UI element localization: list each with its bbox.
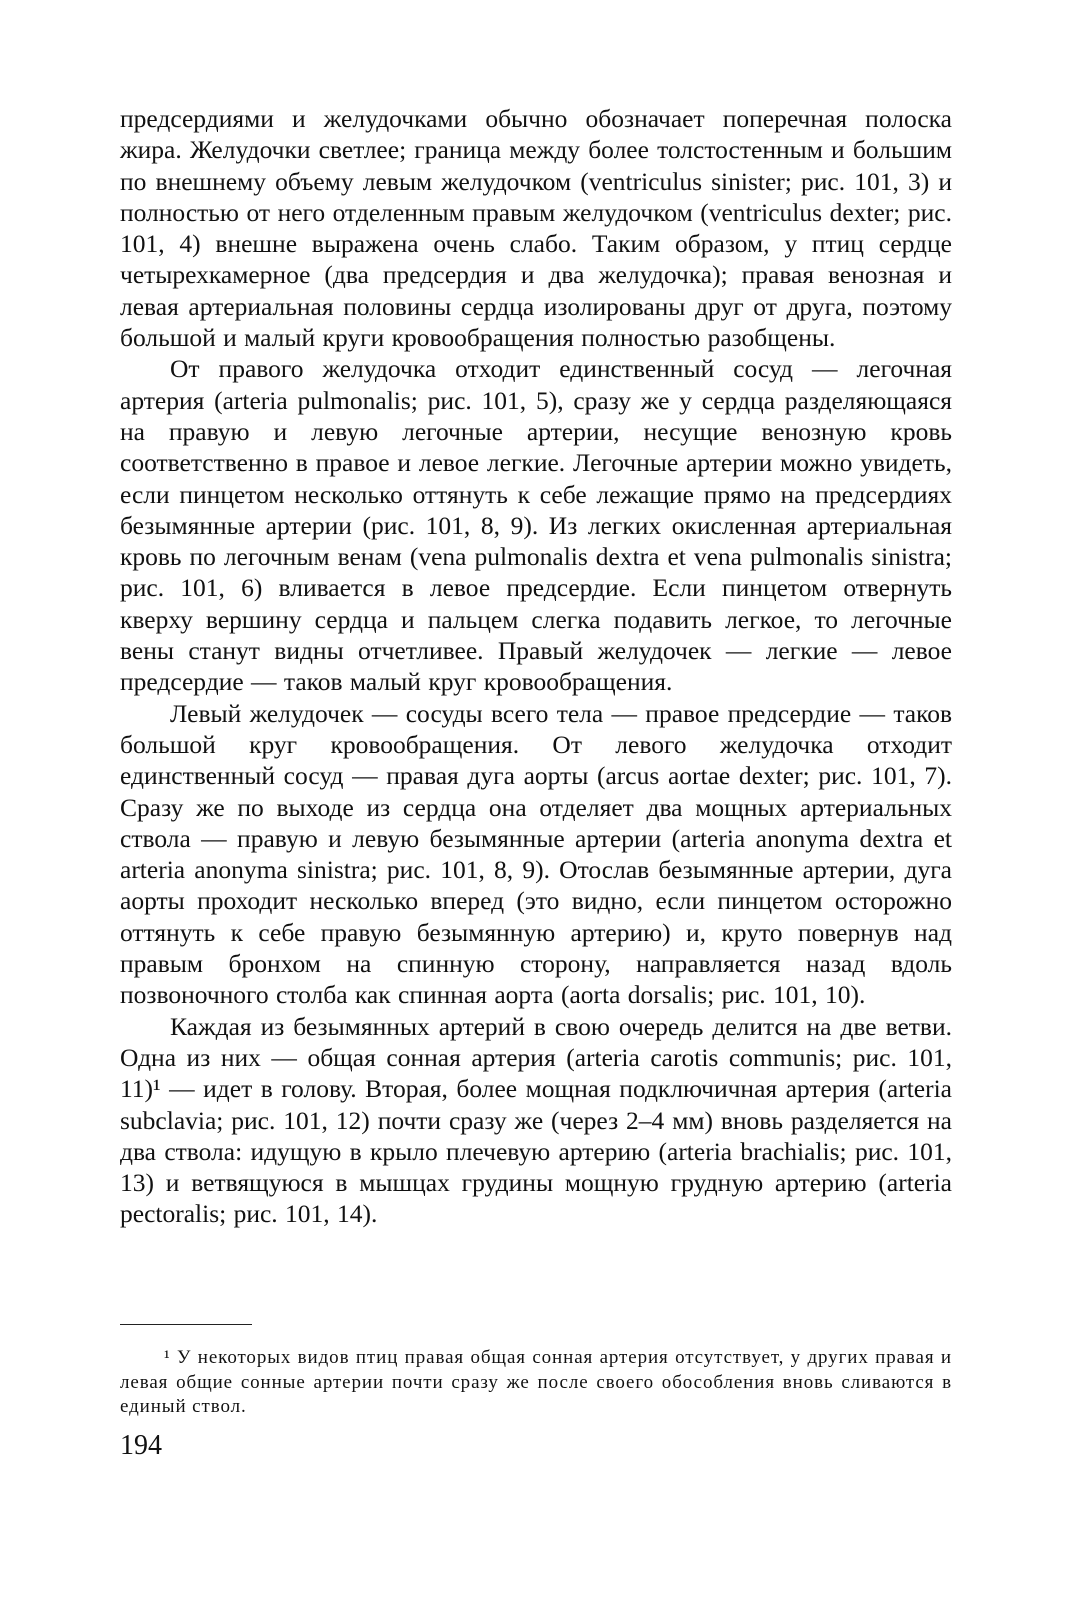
paragraph-4: Каждая из безымянных артерий в свою очередь делится на две ветви. Одна из них — общая сонная артерия (arteria carotis communis; рис. 101, 11)¹ — идет в голову. Вторая, более мощная подключичная артерия (arteria subclavia; рис. 101, 12) почти сразу же (через 2–4 мм) вновь разделяется на два ствола: идущую в крыло плечевую артерию (arteria brachialis; рис. 101, 13) и ветвящуюся в мышцах грудины мощную грудную артерию (arteria pectoralis; рис. 101, 14). xyxy=(120,1011,952,1229)
page-body xyxy=(120,103,952,1230)
footnote: ¹ У некоторых видов птиц правая общая сонная артерия отсутствует, у других правая и левая общие сонные артерии почти сразу же после своего обособления вновь сливаются в единый ствол. xyxy=(120,1347,952,1417)
paragraph-2: От правого желудочка отходит единственный сосуд — легочная артерия (arteria pulmonalis; рис. 101, 5), сразу же у сердца разделяющаяся на правую и левую легочные артерии, несущие венозную кровь соответственно в правое и левое легкие. Легочные артерии можно увидеть, если пинцетом несколько оттянуть к себе лежащие прямо на предсердиях безымянные артерии (рис. 101, 8, 9). Из легких окисленная артериальная кровь по легочным венам (vena pulmonalis dextra et vena pulmonalis sinistra; рис. 101, 6) вливается в левое предсердие. Если пинцетом отвернуть кверху вершину сердца и пальцем слегка подавить легкое, то легочные вены станут видны отчетливее. Правый желудочек — легкие — левое предсердие — таков малый круг кровообращения. xyxy=(120,354,952,697)
footnote-divider xyxy=(120,1324,252,1325)
paragraph-1: предсердиями и желудочками обычно обозначает поперечная полоска жира. Желудочки светлее; граница между более толстостенным и большим по внешнему объему левым желудочком (ventriculus sinister; рис. 101, 3) и полностью от него отделенным правым желудочком (ventriculus dexter; рис. 101, 4) внешне выражена очень слабо. Таким образом, у птиц сердце четырехкамерное (два предсердия и два желудочка); правая венозная и левая артериальная половины сердца изолированы друг от друга, поэтому большой и малый круги кровообращения полностью разобщены. xyxy=(120,104,952,353)
page-number: 194 xyxy=(120,1430,162,1461)
paragraph-3: Левый желудочек — сосуды всего тела — правое предсердие — таков большой круг кровообращения. От левого желудочка отходит единственный сосуд — правая дуга аорты (arcus aortae dexter; рис. 101, 7). Сразу же по выходе из сердца она отделяет два мощных артериальных ствола — правую и левую безымянные артерии (arteria anonyma dextra et arteria anonyma sinistra; рис. 101, 8, 9). Отослав безымянные артерии, дуга аорты проходит несколько вперед (это видно, если пинцетом осторожно оттянуть к себе правую безымянную артерию) и, круто повернув над правым бронхом на спинную сторону, направляется назад вдоль позвоночного столба как спинная аорта (aorta dorsalis; рис. 101, 10). xyxy=(120,698,952,1010)
